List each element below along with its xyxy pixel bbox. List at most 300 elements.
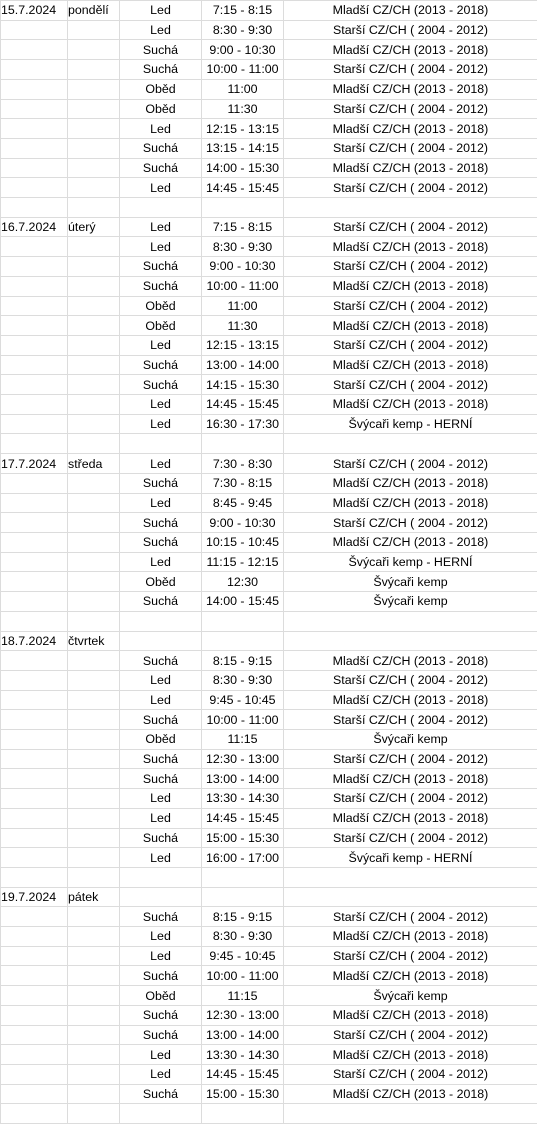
- date-cell[interactable]: [1, 848, 68, 868]
- date-cell[interactable]: [1, 178, 68, 198]
- date-cell[interactable]: [1, 749, 68, 769]
- empty-cell[interactable]: [68, 1104, 120, 1124]
- activity-type-cell[interactable]: Led: [120, 395, 202, 415]
- time-cell[interactable]: 11:30: [202, 99, 284, 119]
- activity-type-cell[interactable]: Led: [120, 1045, 202, 1065]
- group-cell[interactable]: Starší CZ/CH ( 2004 - 2012): [284, 60, 537, 80]
- group-cell[interactable]: Starší CZ/CH ( 2004 - 2012): [284, 20, 537, 40]
- group-cell[interactable]: Starší CZ/CH ( 2004 - 2012): [284, 375, 537, 395]
- time-cell[interactable]: 14:00 - 15:30: [202, 158, 284, 178]
- activity-type-cell[interactable]: Suchá: [120, 158, 202, 178]
- date-cell[interactable]: [1, 513, 68, 533]
- empty-cell[interactable]: [120, 198, 202, 218]
- weekday-cell[interactable]: [68, 1025, 120, 1045]
- empty-cell[interactable]: [202, 1104, 284, 1124]
- activity-type-cell[interactable]: Oběd: [120, 99, 202, 119]
- activity-type-cell[interactable]: Led: [120, 335, 202, 355]
- group-cell[interactable]: Starší CZ/CH ( 2004 - 2012): [284, 335, 537, 355]
- group-cell[interactable]: Švýcaři kemp - HERNÍ: [284, 552, 537, 572]
- activity-type-cell[interactable]: Suchá: [120, 60, 202, 80]
- weekday-cell[interactable]: [68, 119, 120, 139]
- group-cell[interactable]: [284, 887, 537, 907]
- date-cell[interactable]: [1, 808, 68, 828]
- weekday-cell[interactable]: [68, 296, 120, 316]
- activity-type-cell[interactable]: Suchá: [120, 1084, 202, 1104]
- group-cell[interactable]: Mladší CZ/CH (2013 - 2018): [284, 1, 537, 21]
- time-cell[interactable]: 10:00 - 11:00: [202, 966, 284, 986]
- date-cell[interactable]: [1, 237, 68, 257]
- time-cell[interactable]: 16:30 - 17:30: [202, 414, 284, 434]
- weekday-cell[interactable]: čtvrtek: [68, 631, 120, 651]
- empty-cell[interactable]: [120, 611, 202, 631]
- weekday-cell[interactable]: [68, 40, 120, 60]
- date-cell[interactable]: [1, 138, 68, 158]
- date-cell[interactable]: [1, 907, 68, 927]
- time-cell[interactable]: 14:00 - 15:45: [202, 592, 284, 612]
- schedule-row: [1, 1045, 537, 1065]
- group-cell[interactable]: Mladší CZ/CH (2013 - 2018): [284, 276, 537, 296]
- empty-cell[interactable]: [284, 611, 537, 631]
- schedule-row: [1, 1005, 537, 1025]
- weekday-cell[interactable]: [68, 789, 120, 809]
- activity-type-cell[interactable]: [120, 887, 202, 907]
- group-cell[interactable]: Mladší CZ/CH (2013 - 2018): [284, 532, 537, 552]
- date-cell[interactable]: [1, 1064, 68, 1084]
- time-cell[interactable]: 14:45 - 15:45: [202, 395, 284, 415]
- group-cell[interactable]: Mladší CZ/CH (2013 - 2018): [284, 1084, 537, 1104]
- activity-type-cell[interactable]: Led: [120, 414, 202, 434]
- time-cell[interactable]: 9:45 - 10:45: [202, 946, 284, 966]
- date-cell[interactable]: [1, 552, 68, 572]
- date-cell[interactable]: [1, 966, 68, 986]
- activity-type-cell[interactable]: Suchá: [120, 375, 202, 395]
- date-cell[interactable]: [1, 710, 68, 730]
- date-cell[interactable]: [1, 592, 68, 612]
- time-cell[interactable]: 13:30 - 14:30: [202, 789, 284, 809]
- empty-cell[interactable]: [1, 867, 68, 887]
- weekday-cell[interactable]: [68, 848, 120, 868]
- time-cell[interactable]: 10:00 - 11:00: [202, 60, 284, 80]
- time-cell[interactable]: 12:15 - 13:15: [202, 119, 284, 139]
- time-cell[interactable]: 16:00 - 17:00: [202, 848, 284, 868]
- date-cell[interactable]: [1, 375, 68, 395]
- weekday-cell[interactable]: [68, 651, 120, 671]
- time-cell[interactable]: 15:00 - 15:30: [202, 1084, 284, 1104]
- time-cell[interactable]: 11:15 - 12:15: [202, 552, 284, 572]
- time-cell[interactable]: 15:00 - 15:30: [202, 828, 284, 848]
- date-cell[interactable]: [1, 828, 68, 848]
- schedule-row: [1, 1025, 537, 1045]
- date-cell[interactable]: [1, 493, 68, 513]
- date-cell[interactable]: [1, 651, 68, 671]
- weekday-cell[interactable]: [68, 927, 120, 947]
- empty-cell[interactable]: [202, 867, 284, 887]
- group-cell[interactable]: Mladší CZ/CH (2013 - 2018): [284, 237, 537, 257]
- time-cell[interactable]: [202, 887, 284, 907]
- time-cell[interactable]: 8:30 - 9:30: [202, 20, 284, 40]
- schedule-row: [1, 690, 537, 710]
- group-cell[interactable]: Švýcaři kemp - HERNÍ: [284, 414, 537, 434]
- group-cell[interactable]: Mladší CZ/CH (2013 - 2018): [284, 355, 537, 375]
- schedule-row: [1, 316, 537, 336]
- time-cell[interactable]: 10:00 - 11:00: [202, 710, 284, 730]
- date-cell[interactable]: [1, 40, 68, 60]
- group-cell[interactable]: Mladší CZ/CH (2013 - 2018): [284, 395, 537, 415]
- time-cell[interactable]: 8:15 - 9:15: [202, 651, 284, 671]
- activity-type-cell[interactable]: Led: [120, 552, 202, 572]
- time-cell[interactable]: 12:30 - 13:00: [202, 1005, 284, 1025]
- activity-type-cell[interactable]: Oběd: [120, 296, 202, 316]
- weekday-cell[interactable]: pondělí: [68, 1, 120, 21]
- weekday-cell[interactable]: [68, 178, 120, 198]
- activity-type-cell[interactable]: Suchá: [120, 828, 202, 848]
- time-cell[interactable]: 9:45 - 10:45: [202, 690, 284, 710]
- activity-type-cell[interactable]: Suchá: [120, 257, 202, 277]
- activity-type-cell[interactable]: Led: [120, 493, 202, 513]
- date-cell[interactable]: [1, 395, 68, 415]
- date-cell[interactable]: 19.7.2024: [1, 887, 68, 907]
- weekday-cell[interactable]: [68, 828, 120, 848]
- time-cell[interactable]: 13:00 - 14:00: [202, 1025, 284, 1045]
- activity-type-cell[interactable]: Led: [120, 946, 202, 966]
- weekday-cell[interactable]: [68, 473, 120, 493]
- group-cell[interactable]: Mladší CZ/CH (2013 - 2018): [284, 316, 537, 336]
- activity-type-cell[interactable]: Suchá: [120, 592, 202, 612]
- date-cell[interactable]: [1, 296, 68, 316]
- time-cell[interactable]: 14:45 - 15:45: [202, 808, 284, 828]
- group-cell[interactable]: [284, 631, 537, 651]
- empty-cell[interactable]: [68, 867, 120, 887]
- date-cell[interactable]: [1, 670, 68, 690]
- group-cell[interactable]: Starší CZ/CH ( 2004 - 2012): [284, 907, 537, 927]
- group-cell[interactable]: Mladší CZ/CH (2013 - 2018): [284, 690, 537, 710]
- time-cell[interactable]: 11:30: [202, 316, 284, 336]
- date-cell[interactable]: [1, 532, 68, 552]
- empty-cell[interactable]: [202, 434, 284, 454]
- empty-cell[interactable]: [284, 867, 537, 887]
- activity-type-cell[interactable]: Suchá: [120, 966, 202, 986]
- activity-type-cell[interactable]: Oběd: [120, 730, 202, 750]
- group-cell[interactable]: Mladší CZ/CH (2013 - 2018): [284, 1005, 537, 1025]
- activity-type-cell[interactable]: Led: [120, 927, 202, 947]
- date-cell[interactable]: [1, 276, 68, 296]
- time-cell[interactable]: 8:30 - 9:30: [202, 670, 284, 690]
- time-cell[interactable]: 12:30: [202, 572, 284, 592]
- weekday-cell[interactable]: [68, 710, 120, 730]
- time-cell[interactable]: 13:00 - 14:00: [202, 769, 284, 789]
- activity-type-cell[interactable]: Led: [120, 178, 202, 198]
- empty-cell[interactable]: [120, 867, 202, 887]
- weekday-cell[interactable]: [68, 572, 120, 592]
- schedule-row: [1, 808, 537, 828]
- time-cell[interactable]: 8:30 - 9:30: [202, 927, 284, 947]
- date-cell[interactable]: [1, 986, 68, 1006]
- time-cell[interactable]: 12:30 - 13:00: [202, 749, 284, 769]
- date-cell[interactable]: 16.7.2024: [1, 217, 68, 237]
- group-cell[interactable]: Starší CZ/CH ( 2004 - 2012): [284, 454, 537, 474]
- date-cell[interactable]: [1, 730, 68, 750]
- weekday-cell[interactable]: [68, 237, 120, 257]
- date-cell[interactable]: [1, 789, 68, 809]
- weekday-cell[interactable]: [68, 60, 120, 80]
- activity-type-cell[interactable]: Led: [120, 237, 202, 257]
- date-cell[interactable]: [1, 414, 68, 434]
- empty-cell[interactable]: [284, 434, 537, 454]
- activity-type-cell[interactable]: Led: [120, 670, 202, 690]
- date-cell[interactable]: 17.7.2024: [1, 454, 68, 474]
- date-cell[interactable]: [1, 79, 68, 99]
- group-cell[interactable]: Mladší CZ/CH (2013 - 2018): [284, 79, 537, 99]
- weekday-cell[interactable]: [68, 749, 120, 769]
- time-cell[interactable]: 10:15 - 10:45: [202, 532, 284, 552]
- weekday-cell[interactable]: [68, 316, 120, 336]
- group-cell[interactable]: Mladší CZ/CH (2013 - 2018): [284, 966, 537, 986]
- weekday-cell[interactable]: [68, 966, 120, 986]
- time-cell[interactable]: 12:15 - 13:15: [202, 335, 284, 355]
- activity-type-cell[interactable]: Led: [120, 690, 202, 710]
- date-cell[interactable]: [1, 158, 68, 178]
- activity-type-cell[interactable]: Suchá: [120, 276, 202, 296]
- weekday-cell[interactable]: [68, 670, 120, 690]
- date-cell[interactable]: [1, 1084, 68, 1104]
- time-cell[interactable]: [202, 631, 284, 651]
- weekday-cell[interactable]: [68, 158, 120, 178]
- activity-type-cell[interactable]: Oběd: [120, 79, 202, 99]
- activity-type-cell[interactable]: Suchá: [120, 532, 202, 552]
- empty-cell[interactable]: [120, 1104, 202, 1124]
- date-cell[interactable]: [1, 769, 68, 789]
- time-cell[interactable]: 7:30 - 8:30: [202, 454, 284, 474]
- weekday-cell[interactable]: [68, 414, 120, 434]
- time-cell[interactable]: 7:30 - 8:15: [202, 473, 284, 493]
- activity-type-cell[interactable]: Suchá: [120, 749, 202, 769]
- activity-type-cell[interactable]: Led: [120, 1064, 202, 1084]
- weekday-cell[interactable]: [68, 138, 120, 158]
- activity-type-cell[interactable]: Suchá: [120, 513, 202, 533]
- group-cell[interactable]: Starší CZ/CH ( 2004 - 2012): [284, 670, 537, 690]
- group-cell[interactable]: Starší CZ/CH ( 2004 - 2012): [284, 946, 537, 966]
- activity-type-cell[interactable]: Led: [120, 1, 202, 21]
- time-cell[interactable]: 9:00 - 10:30: [202, 40, 284, 60]
- time-cell[interactable]: 9:00 - 10:30: [202, 257, 284, 277]
- weekday-cell[interactable]: [68, 592, 120, 612]
- weekday-cell[interactable]: [68, 730, 120, 750]
- activity-type-cell[interactable]: Led: [120, 119, 202, 139]
- empty-cell[interactable]: [68, 434, 120, 454]
- empty-cell[interactable]: [1, 611, 68, 631]
- weekday-cell[interactable]: [68, 20, 120, 40]
- activity-type-cell[interactable]: Suchá: [120, 651, 202, 671]
- weekday-cell[interactable]: středa: [68, 454, 120, 474]
- weekday-cell[interactable]: [68, 1005, 120, 1025]
- weekday-cell[interactable]: [68, 690, 120, 710]
- group-cell[interactable]: Starší CZ/CH ( 2004 - 2012): [284, 513, 537, 533]
- date-cell[interactable]: [1, 99, 68, 119]
- group-cell[interactable]: Starší CZ/CH ( 2004 - 2012): [284, 257, 537, 277]
- date-cell[interactable]: [1, 927, 68, 947]
- weekday-cell[interactable]: [68, 1064, 120, 1084]
- activity-type-cell[interactable]: Suchá: [120, 40, 202, 60]
- activity-type-cell[interactable]: Suchá: [120, 1005, 202, 1025]
- separator-row: [1, 198, 537, 218]
- weekday-cell[interactable]: [68, 907, 120, 927]
- date-cell[interactable]: 18.7.2024: [1, 631, 68, 651]
- date-cell[interactable]: 15.7.2024: [1, 1, 68, 21]
- date-cell[interactable]: [1, 1025, 68, 1045]
- empty-cell[interactable]: [202, 611, 284, 631]
- time-cell[interactable]: 10:00 - 11:00: [202, 276, 284, 296]
- time-cell[interactable]: 14:15 - 15:30: [202, 375, 284, 395]
- time-cell[interactable]: 11:00: [202, 296, 284, 316]
- weekday-cell[interactable]: [68, 335, 120, 355]
- activity-type-cell[interactable]: Suchá: [120, 355, 202, 375]
- activity-type-cell[interactable]: Oběd: [120, 316, 202, 336]
- group-cell[interactable]: Mladší CZ/CH (2013 - 2018): [284, 808, 537, 828]
- empty-cell[interactable]: [1, 198, 68, 218]
- group-cell[interactable]: Starší CZ/CH ( 2004 - 2012): [284, 296, 537, 316]
- weekday-cell[interactable]: [68, 808, 120, 828]
- activity-type-cell[interactable]: Oběd: [120, 986, 202, 1006]
- time-cell[interactable]: 11:15: [202, 730, 284, 750]
- date-cell[interactable]: [1, 1045, 68, 1065]
- empty-cell[interactable]: [284, 198, 537, 218]
- schedule-row: [1, 670, 537, 690]
- weekday-cell[interactable]: [68, 375, 120, 395]
- time-cell[interactable]: 14:45 - 15:45: [202, 178, 284, 198]
- time-cell[interactable]: 14:45 - 15:45: [202, 1064, 284, 1084]
- time-cell[interactable]: 8:45 - 9:45: [202, 493, 284, 513]
- weekday-cell[interactable]: [68, 946, 120, 966]
- date-cell[interactable]: [1, 473, 68, 493]
- group-cell[interactable]: Švýcaři kemp: [284, 592, 537, 612]
- date-cell[interactable]: [1, 1005, 68, 1025]
- group-cell[interactable]: Mladší CZ/CH (2013 - 2018): [284, 927, 537, 947]
- group-cell[interactable]: Mladší CZ/CH (2013 - 2018): [284, 1045, 537, 1065]
- group-cell[interactable]: Starší CZ/CH ( 2004 - 2012): [284, 1064, 537, 1084]
- date-cell[interactable]: [1, 20, 68, 40]
- group-cell[interactable]: Mladší CZ/CH (2013 - 2018): [284, 119, 537, 139]
- group-cell[interactable]: Starší CZ/CH ( 2004 - 2012): [284, 138, 537, 158]
- weekday-cell[interactable]: [68, 355, 120, 375]
- time-cell[interactable]: 13:30 - 14:30: [202, 1045, 284, 1065]
- group-cell[interactable]: Starší CZ/CH ( 2004 - 2012): [284, 828, 537, 848]
- group-cell[interactable]: Mladší CZ/CH (2013 - 2018): [284, 473, 537, 493]
- group-cell[interactable]: Starší CZ/CH ( 2004 - 2012): [284, 217, 537, 237]
- group-cell[interactable]: Starší CZ/CH ( 2004 - 2012): [284, 178, 537, 198]
- activity-type-cell[interactable]: Led: [120, 20, 202, 40]
- weekday-cell[interactable]: úterý: [68, 217, 120, 237]
- activity-type-cell[interactable]: Oběd: [120, 572, 202, 592]
- group-cell[interactable]: Starší CZ/CH ( 2004 - 2012): [284, 99, 537, 119]
- time-cell[interactable]: 8:15 - 9:15: [202, 907, 284, 927]
- group-cell[interactable]: Švýcaři kemp: [284, 572, 537, 592]
- empty-cell[interactable]: [68, 198, 120, 218]
- empty-cell[interactable]: [68, 611, 120, 631]
- schedule-row: [1, 769, 537, 789]
- date-cell[interactable]: [1, 335, 68, 355]
- weekday-cell[interactable]: [68, 276, 120, 296]
- activity-type-cell[interactable]: [120, 631, 202, 651]
- activity-type-cell[interactable]: Led: [120, 808, 202, 828]
- weekday-cell[interactable]: [68, 552, 120, 572]
- date-cell[interactable]: [1, 119, 68, 139]
- activity-type-cell[interactable]: Suchá: [120, 907, 202, 927]
- time-cell[interactable]: 7:15 - 8:15: [202, 217, 284, 237]
- group-cell[interactable]: Starší CZ/CH ( 2004 - 2012): [284, 789, 537, 809]
- group-cell[interactable]: Starší CZ/CH ( 2004 - 2012): [284, 749, 537, 769]
- activity-type-cell[interactable]: Suchá: [120, 473, 202, 493]
- group-cell[interactable]: Švýcaři kemp: [284, 986, 537, 1006]
- weekday-cell[interactable]: [68, 79, 120, 99]
- weekday-cell[interactable]: [68, 513, 120, 533]
- time-cell[interactable]: 11:15: [202, 986, 284, 1006]
- empty-cell[interactable]: [202, 198, 284, 218]
- activity-type-cell[interactable]: Suchá: [120, 138, 202, 158]
- empty-cell[interactable]: [1, 1104, 68, 1124]
- time-cell[interactable]: 13:15 - 14:15: [202, 138, 284, 158]
- empty-cell[interactable]: [1, 434, 68, 454]
- date-cell[interactable]: [1, 316, 68, 336]
- separator-row: [1, 611, 537, 631]
- date-cell[interactable]: [1, 690, 68, 710]
- weekday-cell[interactable]: [68, 769, 120, 789]
- activity-type-cell[interactable]: Suchá: [120, 710, 202, 730]
- schedule-row: [1, 966, 537, 986]
- group-cell[interactable]: Švýcaři kemp - HERNÍ: [284, 848, 537, 868]
- time-cell[interactable]: 8:30 - 9:30: [202, 237, 284, 257]
- group-cell[interactable]: Starší CZ/CH ( 2004 - 2012): [284, 1025, 537, 1045]
- schedule-row: [1, 20, 537, 40]
- time-cell[interactable]: 13:00 - 14:00: [202, 355, 284, 375]
- date-cell[interactable]: [1, 60, 68, 80]
- time-cell[interactable]: 7:15 - 8:15: [202, 1, 284, 21]
- activity-type-cell[interactable]: Suchá: [120, 769, 202, 789]
- date-cell[interactable]: [1, 946, 68, 966]
- group-cell[interactable]: Mladší CZ/CH (2013 - 2018): [284, 158, 537, 178]
- schedule-row: [1, 730, 537, 750]
- date-cell[interactable]: [1, 572, 68, 592]
- activity-type-cell[interactable]: Led: [120, 217, 202, 237]
- schedule-row: [1, 119, 537, 139]
- weekday-cell[interactable]: pátek: [68, 887, 120, 907]
- activity-type-cell[interactable]: Led: [120, 848, 202, 868]
- weekday-cell[interactable]: [68, 986, 120, 1006]
- group-cell[interactable]: Mladší CZ/CH (2013 - 2018): [284, 651, 537, 671]
- weekday-cell[interactable]: [68, 395, 120, 415]
- activity-type-cell[interactable]: Led: [120, 789, 202, 809]
- group-cell[interactable]: Švýcaři kemp: [284, 730, 537, 750]
- date-cell[interactable]: [1, 257, 68, 277]
- empty-cell[interactable]: [120, 434, 202, 454]
- weekday-cell[interactable]: [68, 1084, 120, 1104]
- weekday-cell[interactable]: [68, 493, 120, 513]
- weekday-cell[interactable]: [68, 257, 120, 277]
- group-cell[interactable]: Mladší CZ/CH (2013 - 2018): [284, 493, 537, 513]
- activity-type-cell[interactable]: Led: [120, 454, 202, 474]
- empty-cell[interactable]: [284, 1104, 537, 1124]
- schedule-row: [1, 513, 537, 533]
- date-cell[interactable]: [1, 355, 68, 375]
- time-cell[interactable]: 11:00: [202, 79, 284, 99]
- activity-type-cell[interactable]: Suchá: [120, 1025, 202, 1045]
- weekday-cell[interactable]: [68, 532, 120, 552]
- weekday-cell[interactable]: [68, 1045, 120, 1065]
- weekday-cell[interactable]: [68, 99, 120, 119]
- group-cell[interactable]: Starší CZ/CH ( 2004 - 2012): [284, 710, 537, 730]
- group-cell[interactable]: Mladší CZ/CH (2013 - 2018): [284, 40, 537, 60]
- time-cell[interactable]: 9:00 - 10:30: [202, 513, 284, 533]
- group-cell[interactable]: Mladší CZ/CH (2013 - 2018): [284, 769, 537, 789]
